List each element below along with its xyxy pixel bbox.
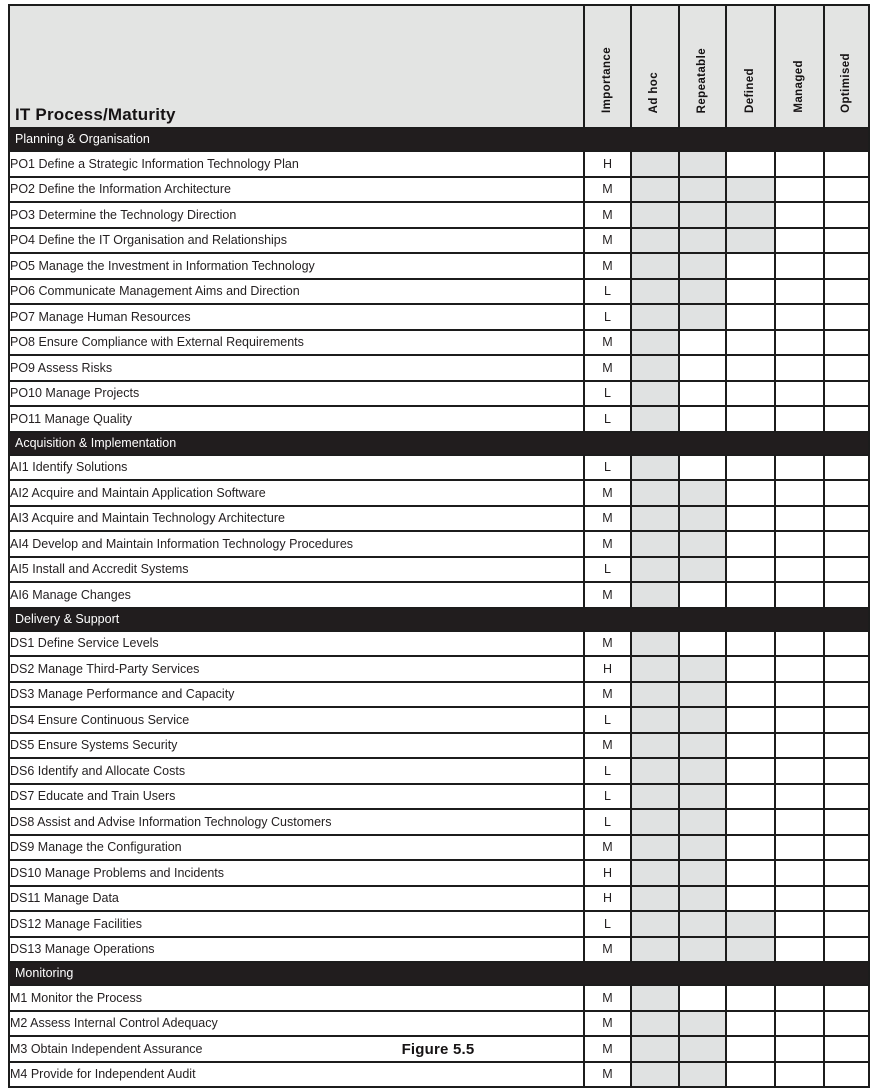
maturity-cell-optimised: [824, 406, 869, 432]
maturity-cell-managed: [775, 228, 824, 254]
maturity-cell-defined: [726, 1011, 775, 1037]
process-name-cell: DS10 Manage Problems and Incidents: [9, 860, 584, 886]
maturity-cell-managed: [775, 506, 824, 532]
process-row-ds6: [9, 758, 869, 784]
importance-cell: M: [584, 631, 631, 657]
maturity-cell-optimised: [824, 330, 869, 356]
maturity-cell-repeatable: [679, 279, 726, 305]
column-header-optimised: [824, 5, 869, 128]
maturity-cell-repeatable: [679, 1011, 726, 1037]
column-header-repeatable: [679, 5, 726, 128]
maturity-cell-managed: [775, 1011, 824, 1037]
importance-cell: L: [584, 279, 631, 305]
column-header-importance: [584, 5, 631, 128]
process-name-cell: DS5 Ensure Systems Security: [9, 733, 584, 759]
maturity-cell-managed: [775, 1062, 824, 1088]
process-row-ai6: [9, 582, 869, 608]
process-name-cell: DS3 Manage Performance and Capacity: [9, 682, 584, 708]
maturity-cell-ad-hoc: [631, 177, 679, 203]
maturity-cell-defined: [726, 304, 775, 330]
maturity-cell-defined: [726, 631, 775, 657]
importance-cell: M: [584, 937, 631, 963]
maturity-cell-managed: [775, 355, 824, 381]
maturity-cell-defined: [726, 381, 775, 407]
maturity-cell-optimised: [824, 279, 869, 305]
maturity-cell-defined: [726, 911, 775, 937]
importance-cell: H: [584, 656, 631, 682]
maturity-cell-ad-hoc: [631, 455, 679, 481]
maturity-cell-optimised: [824, 531, 869, 557]
maturity-cell-optimised: [824, 1011, 869, 1037]
process-name-cell: DS1 Define Service Levels: [9, 631, 584, 657]
maturity-cell-defined: [726, 758, 775, 784]
maturity-cell-ad-hoc: [631, 582, 679, 608]
process-row-m1: [9, 985, 869, 1011]
process-name-cell: M2 Assess Internal Control Adequacy: [9, 1011, 584, 1037]
maturity-cell-managed: [775, 682, 824, 708]
importance-cell: M: [584, 355, 631, 381]
maturity-cell-defined: [726, 228, 775, 254]
importance-cell: L: [584, 784, 631, 810]
maturity-cell-ad-hoc: [631, 480, 679, 506]
process-name-cell: PO11 Manage Quality: [9, 406, 584, 432]
maturity-cell-repeatable: [679, 911, 726, 937]
maturity-cell-ad-hoc: [631, 758, 679, 784]
process-row-ai3: [9, 506, 869, 532]
maturity-cell-managed: [775, 151, 824, 177]
process-row-ds3: [9, 682, 869, 708]
process-row-po6: [9, 279, 869, 305]
process-name-cell: M4 Provide for Independent Audit: [9, 1062, 584, 1088]
column-header-label: Defined: [743, 68, 756, 113]
process-row-ds5: [9, 733, 869, 759]
importance-cell: H: [584, 886, 631, 912]
process-name-cell: AI6 Manage Changes: [9, 582, 584, 608]
process-row-ai4: [9, 531, 869, 557]
maturity-cell-managed: [775, 304, 824, 330]
maturity-cell-ad-hoc: [631, 886, 679, 912]
maturity-cell-managed: [775, 758, 824, 784]
maturity-cell-repeatable: [679, 381, 726, 407]
maturity-cell-ad-hoc: [631, 985, 679, 1011]
importance-cell: L: [584, 707, 631, 733]
maturity-cell-ad-hoc: [631, 1011, 679, 1037]
maturity-cell-ad-hoc: [631, 656, 679, 682]
maturity-cell-optimised: [824, 177, 869, 203]
maturity-cell-managed: [775, 455, 824, 481]
maturity-cell-ad-hoc: [631, 202, 679, 228]
process-row-ds9: [9, 835, 869, 861]
section-title: Acquisition & Implementation: [9, 432, 869, 455]
maturity-cell-repeatable: [679, 937, 726, 963]
maturity-cell-managed: [775, 985, 824, 1011]
maturity-cell-defined: [726, 860, 775, 886]
maturity-cell-repeatable: [679, 330, 726, 356]
process-name-cell: PO6 Communicate Management Aims and Direction: [9, 279, 584, 305]
maturity-cell-defined: [726, 784, 775, 810]
maturity-cell-optimised: [824, 582, 869, 608]
maturity-cell-optimised: [824, 835, 869, 861]
maturity-cell-optimised: [824, 1062, 869, 1088]
importance-cell: L: [584, 406, 631, 432]
process-name-cell: AI5 Install and Accredit Systems: [9, 557, 584, 583]
maturity-cell-defined: [726, 480, 775, 506]
process-row-po10: [9, 381, 869, 407]
importance-cell: M: [584, 480, 631, 506]
maturity-cell-managed: [775, 381, 824, 407]
process-name-cell: M3 Obtain Independent Assurance: [9, 1036, 584, 1062]
maturity-cell-defined: [726, 253, 775, 279]
process-name-cell: PO4 Define the IT Organisation and Relationships: [9, 228, 584, 254]
maturity-cell-managed: [775, 330, 824, 356]
maturity-cell-repeatable: [679, 304, 726, 330]
maturity-cell-managed: [775, 860, 824, 886]
process-name-cell: PO3 Determine the Technology Direction: [9, 202, 584, 228]
maturity-cell-ad-hoc: [631, 707, 679, 733]
maturity-cell-repeatable: [679, 228, 726, 254]
process-row-m4: [9, 1062, 869, 1088]
maturity-cell-repeatable: [679, 480, 726, 506]
maturity-cell-defined: [726, 733, 775, 759]
column-header-defined: [726, 5, 775, 128]
process-name-cell: AI1 Identify Solutions: [9, 455, 584, 481]
maturity-cell-repeatable: [679, 682, 726, 708]
process-row-ds2: [9, 656, 869, 682]
importance-cell: H: [584, 860, 631, 886]
process-name-cell: PO8 Ensure Compliance with External Requirements: [9, 330, 584, 356]
maturity-cell-optimised: [824, 886, 869, 912]
process-row-ds7: [9, 784, 869, 810]
maturity-cell-ad-hoc: [631, 228, 679, 254]
process-name-cell: DS4 Ensure Continuous Service: [9, 707, 584, 733]
maturity-cell-ad-hoc: [631, 279, 679, 305]
maturity-cell-optimised: [824, 682, 869, 708]
importance-cell: L: [584, 381, 631, 407]
maturity-cell-optimised: [824, 355, 869, 381]
maturity-cell-managed: [775, 177, 824, 203]
maturity-cell-managed: [775, 937, 824, 963]
maturity-cell-ad-hoc: [631, 406, 679, 432]
maturity-cell-defined: [726, 177, 775, 203]
maturity-cell-optimised: [824, 631, 869, 657]
importance-cell: M: [584, 985, 631, 1011]
section-title: Monitoring: [9, 962, 869, 985]
maturity-cell-ad-hoc: [631, 860, 679, 886]
process-name-cell: AI4 Develop and Maintain Information Technology Procedures: [9, 531, 584, 557]
section-row-monitoring: [9, 962, 869, 985]
maturity-cell-optimised: [824, 860, 869, 886]
maturity-cell-ad-hoc: [631, 381, 679, 407]
column-header-label: Repeatable: [695, 47, 708, 113]
process-name-cell: DS2 Manage Third-Party Services: [9, 656, 584, 682]
process-row-ds10: [9, 860, 869, 886]
maturity-cell-repeatable: [679, 985, 726, 1011]
process-row-po3: [9, 202, 869, 228]
maturity-cell-managed: [775, 911, 824, 937]
maturity-cell-repeatable: [679, 631, 726, 657]
maturity-cell-defined: [726, 557, 775, 583]
process-name-cell: DS13 Manage Operations: [9, 937, 584, 963]
importance-cell: M: [584, 531, 631, 557]
importance-cell: M: [584, 582, 631, 608]
maturity-cell-defined: [726, 355, 775, 381]
process-name-cell: PO7 Manage Human Resources: [9, 304, 584, 330]
column-header-ad-hoc: [631, 5, 679, 128]
section-row-delivery-support: [9, 608, 869, 631]
maturity-cell-optimised: [824, 656, 869, 682]
maturity-cell-ad-hoc: [631, 733, 679, 759]
importance-cell: M: [584, 228, 631, 254]
maturity-cell-repeatable: [679, 582, 726, 608]
maturity-cell-ad-hoc: [631, 151, 679, 177]
maturity-cell-ad-hoc: [631, 631, 679, 657]
importance-cell: H: [584, 151, 631, 177]
process-name-cell: M1 Monitor the Process: [9, 985, 584, 1011]
maturity-cell-optimised: [824, 506, 869, 532]
maturity-cell-ad-hoc: [631, 531, 679, 557]
maturity-cell-repeatable: [679, 809, 726, 835]
maturity-cell-managed: [775, 202, 824, 228]
importance-cell: M: [584, 733, 631, 759]
maturity-cell-repeatable: [679, 455, 726, 481]
maturity-cell-defined: [726, 330, 775, 356]
maturity-cell-defined: [726, 835, 775, 861]
process-row-ai1: [9, 455, 869, 481]
importance-cell: L: [584, 455, 631, 481]
maturity-matrix-table: [8, 4, 870, 1088]
maturity-cell-repeatable: [679, 758, 726, 784]
importance-cell: M: [584, 835, 631, 861]
process-row-po7: [9, 304, 869, 330]
maturity-cell-ad-hoc: [631, 355, 679, 381]
process-name-cell: PO9 Assess Risks: [9, 355, 584, 381]
maturity-cell-managed: [775, 809, 824, 835]
maturity-cell-managed: [775, 784, 824, 810]
maturity-cell-defined: [726, 886, 775, 912]
maturity-cell-repeatable: [679, 506, 726, 532]
maturity-cell-defined: [726, 985, 775, 1011]
importance-cell: M: [584, 1011, 631, 1037]
figure-caption: Figure 5.5: [401, 1041, 475, 1058]
maturity-cell-ad-hoc: [631, 506, 679, 532]
maturity-cell-defined: [726, 151, 775, 177]
section-title: Planning & Organisation: [9, 128, 869, 151]
process-name-cell: PO10 Manage Projects: [9, 381, 584, 407]
process-name-cell: DS9 Manage the Configuration: [9, 835, 584, 861]
header-row: [9, 5, 869, 128]
maturity-cell-optimised: [824, 985, 869, 1011]
process-row-po8: [9, 330, 869, 356]
maturity-cell-ad-hoc: [631, 253, 679, 279]
importance-cell: M: [584, 253, 631, 279]
maturity-cell-ad-hoc: [631, 682, 679, 708]
maturity-cell-managed: [775, 582, 824, 608]
maturity-cell-optimised: [824, 228, 869, 254]
maturity-cell-defined: [726, 202, 775, 228]
maturity-cell-repeatable: [679, 253, 726, 279]
maturity-cell-repeatable: [679, 656, 726, 682]
importance-cell: M: [584, 202, 631, 228]
maturity-cell-managed: [775, 707, 824, 733]
process-name-cell: DS6 Identify and Allocate Costs: [9, 758, 584, 784]
column-header-label: Importance: [600, 47, 613, 113]
maturity-cell-repeatable: [679, 355, 726, 381]
maturity-cell-optimised: [824, 707, 869, 733]
maturity-cell-managed: [775, 279, 824, 305]
importance-cell: M: [584, 177, 631, 203]
maturity-cell-defined: [726, 582, 775, 608]
maturity-cell-managed: [775, 886, 824, 912]
process-row-po1: [9, 151, 869, 177]
maturity-cell-defined: [726, 406, 775, 432]
process-name-cell: AI3 Acquire and Maintain Technology Architecture: [9, 506, 584, 532]
process-name-cell: PO1 Define a Strategic Information Technology Plan: [9, 151, 584, 177]
process-row-ds1: [9, 631, 869, 657]
process-row-po9: [9, 355, 869, 381]
process-row-ds4: [9, 707, 869, 733]
importance-cell: L: [584, 911, 631, 937]
maturity-cell-ad-hoc: [631, 330, 679, 356]
process-name-cell: DS11 Manage Data: [9, 886, 584, 912]
process-row-m2: [9, 1011, 869, 1037]
maturity-cell-optimised: [824, 151, 869, 177]
importance-cell: L: [584, 557, 631, 583]
column-header-managed: [775, 5, 824, 128]
maturity-cell-managed: [775, 733, 824, 759]
process-name-cell: DS12 Manage Facilities: [9, 911, 584, 937]
process-name-cell: DS8 Assist and Advise Information Technology Customers: [9, 809, 584, 835]
process-row-ds11: [9, 886, 869, 912]
process-row-ds13: [9, 937, 869, 963]
maturity-cell-managed: [775, 531, 824, 557]
maturity-cell-optimised: [824, 253, 869, 279]
maturity-cell-managed: [775, 480, 824, 506]
maturity-cell-repeatable: [679, 707, 726, 733]
process-row-po2: [9, 177, 869, 203]
maturity-cell-optimised: [824, 455, 869, 481]
maturity-cell-repeatable: [679, 557, 726, 583]
maturity-cell-optimised: [824, 937, 869, 963]
importance-cell: L: [584, 809, 631, 835]
importance-cell: M: [584, 330, 631, 356]
column-header-label: Ad hoc: [648, 71, 661, 113]
importance-cell: M: [584, 1036, 631, 1062]
maturity-cell-defined: [726, 682, 775, 708]
maturity-cell-optimised: [824, 733, 869, 759]
maturity-cell-optimised: [824, 784, 869, 810]
process-name-cell: PO5 Manage the Investment in Information Technology: [9, 253, 584, 279]
maturity-cell-defined: [726, 1062, 775, 1088]
section-row-planning-organisation: [9, 128, 869, 151]
maturity-cell-repeatable: [679, 177, 726, 203]
maturity-cell-ad-hoc: [631, 911, 679, 937]
maturity-cell-repeatable: [679, 151, 726, 177]
importance-cell: M: [584, 1062, 631, 1088]
maturity-cell-repeatable: [679, 406, 726, 432]
maturity-cell-optimised: [824, 911, 869, 937]
maturity-cell-ad-hoc: [631, 784, 679, 810]
maturity-cell-optimised: [824, 809, 869, 835]
importance-cell: M: [584, 506, 631, 532]
maturity-cell-optimised: [824, 381, 869, 407]
maturity-cell-defined: [726, 279, 775, 305]
maturity-cell-repeatable: [679, 784, 726, 810]
maturity-cell-managed: [775, 835, 824, 861]
maturity-cell-ad-hoc: [631, 557, 679, 583]
maturity-cell-managed: [775, 656, 824, 682]
column-header-label: Optimised: [839, 53, 852, 113]
maturity-cell-repeatable: [679, 886, 726, 912]
process-row-ds8: [9, 809, 869, 835]
process-name-cell: AI2 Acquire and Maintain Application Software: [9, 480, 584, 506]
importance-cell: M: [584, 682, 631, 708]
maturity-cell-defined: [726, 455, 775, 481]
maturity-cell-ad-hoc: [631, 1062, 679, 1088]
process-row-ai2: [9, 480, 869, 506]
maturity-cell-optimised: [824, 480, 869, 506]
maturity-cell-optimised: [824, 304, 869, 330]
maturity-cell-managed: [775, 406, 824, 432]
process-name-cell: DS7 Educate and Train Users: [9, 784, 584, 810]
maturity-cell-repeatable: [679, 835, 726, 861]
corner-header-label: IT Process/Maturity: [15, 105, 176, 124]
importance-cell: L: [584, 304, 631, 330]
maturity-cell-repeatable: [679, 531, 726, 557]
maturity-cell-optimised: [824, 557, 869, 583]
maturity-cell-defined: [726, 531, 775, 557]
maturity-cell-ad-hoc: [631, 304, 679, 330]
section-row-acquisition-implementation: [9, 432, 869, 455]
maturity-cell-defined: [726, 707, 775, 733]
process-row-po11: [9, 406, 869, 432]
maturity-cell-defined: [726, 656, 775, 682]
maturity-cell-repeatable: [679, 860, 726, 886]
maturity-cell-repeatable: [679, 733, 726, 759]
process-row-ai5: [9, 557, 869, 583]
maturity-cell-managed: [775, 557, 824, 583]
maturity-cell-managed: [775, 631, 824, 657]
importance-cell: L: [584, 758, 631, 784]
maturity-cell-optimised: [824, 202, 869, 228]
process-row-po5: [9, 253, 869, 279]
process-row-po4: [9, 228, 869, 254]
section-title: Delivery & Support: [9, 608, 869, 631]
maturity-cell-ad-hoc: [631, 937, 679, 963]
maturity-cell-repeatable: [679, 1062, 726, 1088]
maturity-cell-ad-hoc: [631, 809, 679, 835]
column-header-label: Managed: [792, 60, 805, 113]
maturity-cell-defined: [726, 809, 775, 835]
maturity-cell-defined: [726, 506, 775, 532]
maturity-cell-ad-hoc: [631, 835, 679, 861]
maturity-cell-managed: [775, 253, 824, 279]
process-name-cell: PO2 Define the Information Architecture: [9, 177, 584, 203]
maturity-cell-optimised: [824, 758, 869, 784]
maturity-cell-defined: [726, 937, 775, 963]
corner-header: [9, 5, 584, 128]
process-row-ds12: [9, 911, 869, 937]
maturity-cell-repeatable: [679, 202, 726, 228]
